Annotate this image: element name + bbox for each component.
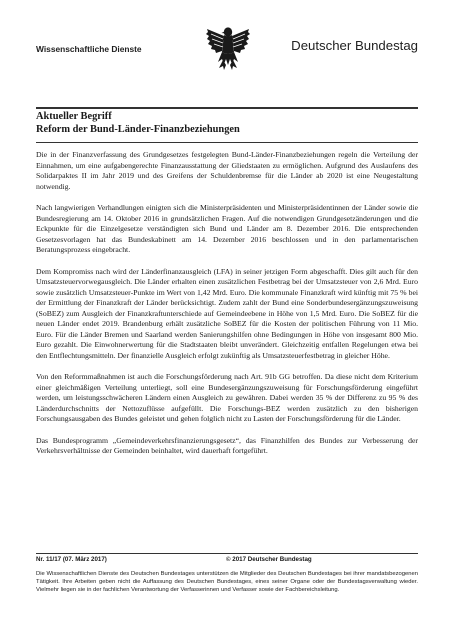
body-paragraph: Von den Reformmaßnahmen ist auch die Forschungsförderung nach Art. 91b GG betroffen. Da diese nicht dem Kriterium einer gleichmäßigen Verteilung unterliegt, soll eine Bundesergänzungszuweisung für Forschungsförderung eingeführt werden, um leistungsschwächeren Ländern einen Ausgleich zu gewähren. Dabei werden 35 % der Differenz zu 95 % des Länderdurchschnitts der Nettozuflüsse aufgefüllt. Die Forschungs-BEZ werden zusätzlich zu den bisherigen Forschungsausgaben des Bundes geleistet und gehen folglich nicht zu Lasten der Forschungsförderung für die Länder. (36, 372, 418, 424)
document-heading (36, 111, 418, 136)
body-paragraph: Das Bundesprogramm „Gemeindeverkehrsfinanzierungsgesetz“, das Finanzhilfen des Bundes zur Verbesserung der Verkehrsverhältnisse der Gemeinden beinhaltet, wird dauerhaft fortgeführt. (36, 435, 418, 456)
footer-rule (36, 553, 418, 554)
heading-rule-top (36, 107, 418, 109)
page-header (36, 18, 418, 78)
heading-rule-bottom (36, 142, 418, 143)
service-name: Wissenschaftliche Dienste (36, 44, 142, 54)
parliament-name: Deutscher Bundestag (291, 38, 418, 53)
body-paragraph: Dem Kompromiss nach wird der Länderfinanzausgleich (LFA) in seiner jetzigen Form abgeschafft. Dies gilt auch für den Umsatzsteuervorwegausgleich. Die Länder erhalten einen zusätzlichen Festbetrag bei der Umsatzsteuer von 2,6 Mrd. Euro sowie zusätzlich Umsatzsteuer-Punkte im Wert von 1,42 Mrd. Euro. Die kommunale Finanzkraft wird künftig mit 75 % bei der Ermittlung der Finanzkraft der Länder berücksichtigt. Zudem zahlt der Bund eine Sonderbundesergänzungszuweisung (SoBEZ) zum Ausgleich der Finanzkraftunterschiede auf Gemeindeebene in Höhe von 1,5 Mrd. Euro. Die SoBEZ für die neuen Länder endet 2019. Brandenburg erhält zusätzliche SoBEZ für die Kosten der politischen Führung von 11 Mio. Euro. Für die Länder Bremen und Saarland werden Sanierungshilfen ohne Bedingungen in Höhe von insgesamt 800 Mio. Euro gezahlt. Die Einwohnerwertung für die Stadtstaaten bleibt unverändert. Gleichzeitig entfallen Regelungen etwa bei den Entflechtungsmitteln. Der finanzielle Ausgleich erfolgt zukünftig als Umsatzsteuerfestbetrag in gleicher Höhe. (36, 266, 418, 360)
body-paragraph: Nach langwierigen Verhandlungen einigten sich die Ministerpräsidenten und Ministerpräsidentinnen der Länder sowie die Bundesregierung am 14. Oktober 2016 in grundsätzlichen Fragen. Auf die notwendigen Grundgesetzänderungen und die Eckpunkte für die Einzelgesetze verständigten sich Bund und Länder am 8. Dezember 2016. Die entsprechenden Gesetzesvorlagen hat das Bundeskabinett am 14. Dezember 2016 beschlossen und in den parlamentarischen Beratungsprozess eingebracht. (36, 202, 418, 255)
issue-number: Nr. 11/17 (07. März 2017) (36, 556, 107, 563)
footer-disclaimer: Die Wissenschaftlichen Dienste des Deutschen Bundestages unterstützen die Mitglieder des Deutschen Bundestages bei ihrer mandatsbezogenen Tätigkeit. Ihre Arbeiten geben nicht die Auffassung des Deutschen Bundestages, eines seiner Organe oder der Bundestagsverwaltung wieder. Vielmehr liegen sie in der fachlichen Verantwortung der Verfasserinnen und Verfasser sowie der Fachbereichsleitung. (36, 571, 418, 593)
document-body (36, 150, 418, 468)
section-kicker: Aktueller Begriff (36, 111, 112, 122)
body-paragraph: Die in der Finanzverfassung des Grundgesetzes festgelegten Bund-Länder-Finanzbeziehungen regeln die Verteilung der Einnahmen, um eine aufgabengerechte Finanzausstattung der Gliedstaaten zu ermöglichen. Aufgrund des Auslaufens des Solidarpaktes II im Jahr 2019 und des Greifens der Schuldenbremse für die Länder ab 2020 ist eine Neugestaltung notwendig. (36, 150, 418, 191)
copyright-notice: © 2017 Deutscher Bundestag (226, 556, 312, 563)
federal-eagle-icon (204, 22, 252, 72)
document-title: Reform der Bund-Länder-Finanzbeziehungen (36, 123, 240, 135)
